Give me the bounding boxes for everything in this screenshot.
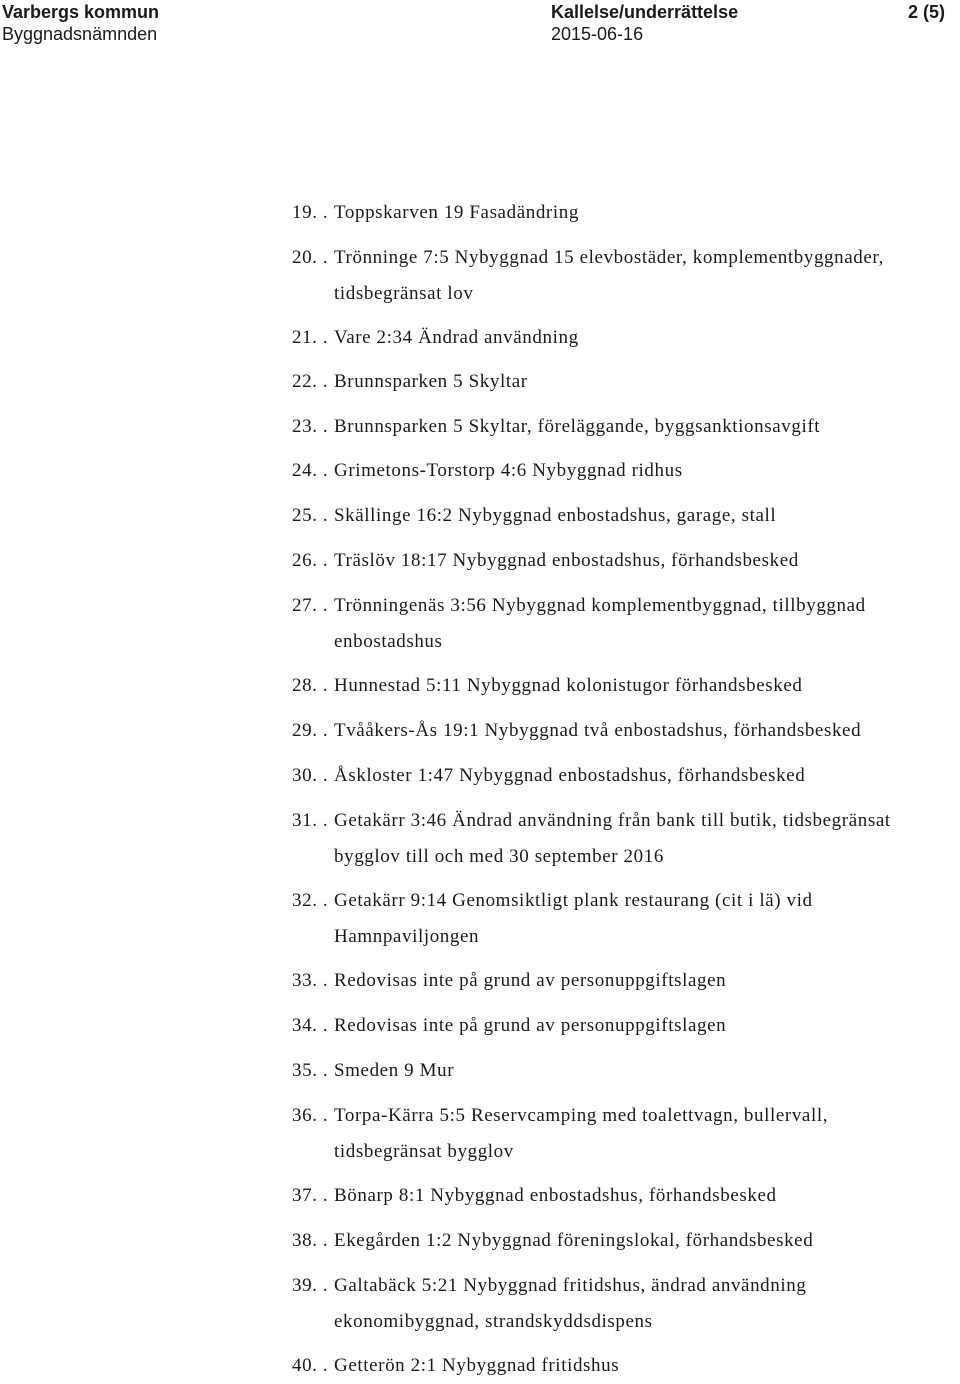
agenda-item-number: 39. . [292, 1275, 329, 1296]
agenda-item-line: bygglov till och med 30 september 2016 [334, 846, 664, 867]
agenda-item-text [334, 1268, 960, 1340]
agenda-item-line: Getterön 2:1 Nybyggnad fritidshus [334, 1355, 620, 1376]
agenda-item-line: tidsbegränsat lov [334, 283, 474, 304]
agenda-item-line: tidsbegränsat bygglov [334, 1141, 514, 1162]
agenda-item-text [334, 1348, 960, 1384]
agenda-item-text [334, 963, 960, 999]
agenda-item-number: 21. . [292, 327, 329, 348]
agenda-item-text [334, 543, 960, 579]
agenda-item-number: 24. . [292, 460, 329, 481]
agenda-item-line: Grimetons-Torstorp 4:6 Nybyggnad ridhus [334, 460, 683, 481]
agenda-item-line: Bönarp 8:1 Nybyggnad enbostadshus, förhandsbesked [334, 1185, 777, 1206]
document-type: Kallelse/underrättelse [551, 2, 739, 22]
agenda-item-number: 36. . [292, 1105, 329, 1126]
agenda-item-text [334, 1178, 960, 1214]
organization-name: Varbergs kommun [2, 2, 160, 22]
agenda-item-line: Vare 2:34 Ändrad användning [334, 327, 579, 348]
agenda-item-number: 35. . [292, 1060, 329, 1081]
agenda-item-line: Trönninge 7:5 Nybyggnad 15 elevbostäder, komplementbyggnader, [334, 247, 884, 268]
agenda-item-number: 34. . [292, 1015, 329, 1036]
agenda-item-number: 37. . [292, 1185, 329, 1206]
agenda-item-line: Tvååkers-Ås 19:1 Nybyggnad två enbostadshus, förhandsbesked [334, 720, 862, 741]
agenda-item-number: 20. . [292, 247, 329, 268]
agenda-item-text [334, 498, 960, 534]
agenda-item-line: Torpa-Kärra 5:5 Reservcamping med toalettvagn, bullervall, [334, 1105, 829, 1126]
agenda-item-text [334, 883, 960, 955]
agenda-item-text [334, 195, 960, 231]
agenda-item-text [334, 453, 960, 489]
agenda-item-number: 38. . [292, 1230, 329, 1251]
agenda-item-line: ekonomibyggnad, strandskyddsdispens [334, 1311, 653, 1332]
agenda-item-number: 40. . [292, 1355, 329, 1376]
agenda-item-line: Getakärr 9:14 Genomsiktligt plank restaurang (cit i lä) vid [334, 890, 813, 911]
agenda-item-line: Toppskarven 19 Fasadändring [334, 202, 579, 223]
agenda-item-line: Ekegården 1:2 Nybyggnad föreningslokal, förhandsbesked [334, 1230, 814, 1251]
agenda-item-text [334, 320, 960, 356]
agenda-item-number: 30. . [292, 765, 329, 786]
agenda-item-text [334, 803, 960, 875]
agenda-item-number: 31. . [292, 810, 329, 831]
agenda-item-number: 22. . [292, 371, 329, 392]
agenda-item-line: Hamnpaviljongen [334, 926, 480, 947]
agenda-item-number: 23. . [292, 416, 329, 437]
agenda-item-line: Brunnsparken 5 Skyltar [334, 371, 528, 392]
page-number: 2 (5) [908, 2, 946, 22]
agenda-item-number: 26. . [292, 550, 329, 571]
agenda-item-line: Brunnsparken 5 Skyltar, föreläggande, byggsanktionsavgift [334, 416, 821, 437]
agenda-item-text [334, 758, 960, 794]
agenda-item-line: enbostadshus [334, 631, 443, 652]
agenda-item-line: Redovisas inte på grund av personuppgiftslagen [334, 1015, 727, 1036]
agenda-item-text [334, 668, 960, 704]
agenda-item-text [334, 364, 960, 400]
agenda-item-line: Redovisas inte på grund av personuppgiftslagen [334, 970, 727, 991]
agenda-item-number: 33. . [292, 970, 329, 991]
agenda-item-number: 25. . [292, 505, 329, 526]
agenda-item-line: Åskloster 1:47 Nybyggnad enbostadshus, förhandsbesked [334, 765, 806, 786]
department-name: Byggnadsnämnden [2, 24, 158, 44]
agenda-item-text [334, 240, 960, 312]
agenda-item-line: Smeden 9 Mur [334, 1060, 455, 1081]
document-date: 2015-06-16 [551, 24, 644, 44]
agenda-item-text [334, 1223, 960, 1259]
agenda-item-text [334, 1053, 960, 1089]
agenda-item-text [334, 1008, 960, 1044]
agenda-item-line: Galtabäck 5:21 Nybyggnad fritidshus, ändrad användning [334, 1275, 807, 1296]
agenda-item-text [334, 588, 960, 660]
agenda-item-number: 27. . [292, 595, 329, 616]
agenda-item-number: 29. . [292, 720, 329, 741]
agenda-item-number: 28. . [292, 675, 329, 696]
agenda-item-line: Skällinge 16:2 Nybyggnad enbostadshus, garage, stall [334, 505, 777, 526]
agenda-item-number: 32. . [292, 890, 329, 911]
agenda-item-line: Getakärr 3:46 Ändrad användning från bank till butik, tidsbegränsat [334, 810, 891, 831]
agenda-item-line: Trönningenäs 3:56 Nybyggnad komplementbyggnad, tillbyggnad [334, 595, 866, 616]
agenda-item-line: Träslöv 18:17 Nybyggnad enbostadshus, förhandsbesked [334, 550, 799, 571]
agenda-item-text [334, 713, 960, 749]
page-header [0, 0, 960, 50]
agenda-item-text [334, 409, 960, 445]
agenda-item-line: Hunnestad 5:11 Nybyggnad kolonistugor förhandsbesked [334, 675, 803, 696]
agenda-item-number: 19. . [292, 202, 329, 223]
agenda-item-text [334, 1098, 960, 1170]
